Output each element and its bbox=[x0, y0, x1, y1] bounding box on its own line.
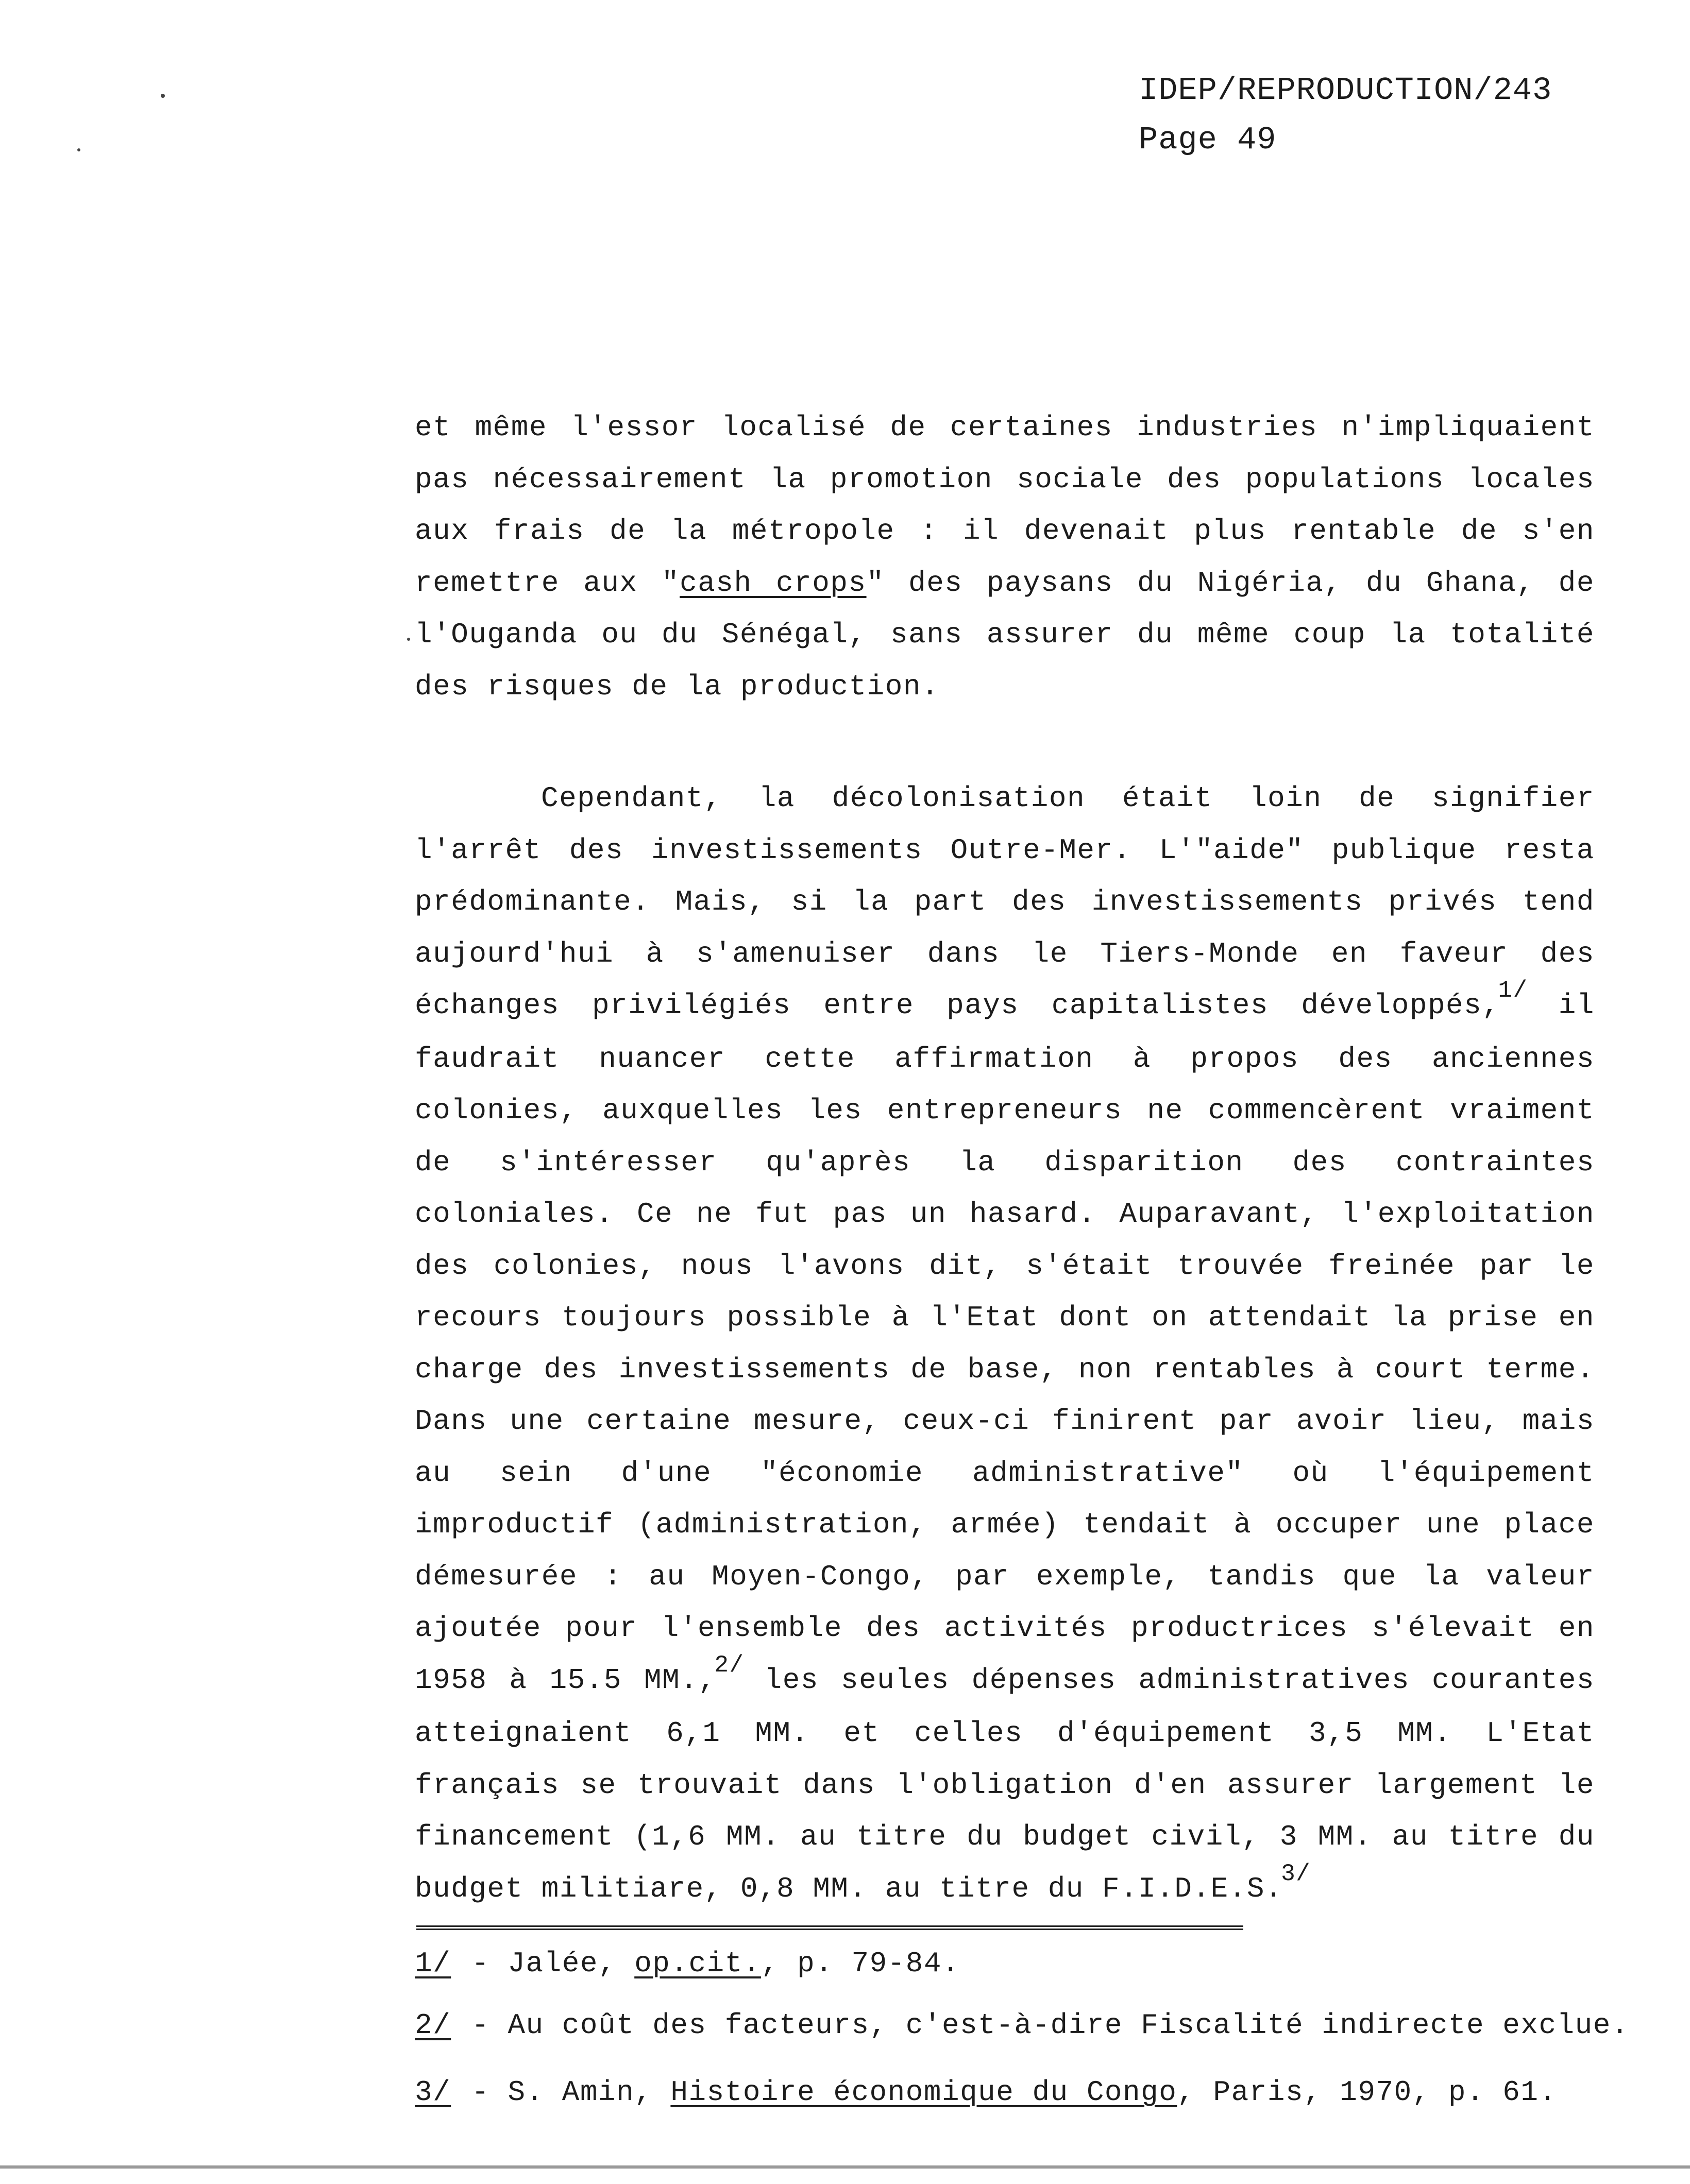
paragraph-1-text-b: " des paysans du Nigéria, du Ghana, de l'Ouganda ou du Sénégal, sans assurer du même coup la totalité des risques de la production. bbox=[415, 566, 1595, 703]
paragraph-1-text-a: et même l'essor localisé de certaines industries n'impliquaient pas nécessairement la promotion sociale des populations locales aux frais de la métropole : il devenait plus rentable de s'en remettre aux " bbox=[415, 411, 1595, 600]
footnote-2-dash: - bbox=[471, 2009, 508, 2042]
page-header bbox=[1139, 66, 1552, 165]
footnote-1-text-b: , p. 79-84. bbox=[760, 1947, 960, 1980]
footnote-1-underlined: op.cit. bbox=[634, 1947, 761, 1980]
footnote-3 bbox=[415, 2076, 1557, 2109]
footnote-separator bbox=[416, 1925, 1243, 1930]
scan-speck bbox=[77, 148, 80, 151]
page-bottom-edge bbox=[0, 2165, 1690, 2169]
footnote-3-text-a: S. Amin, bbox=[508, 2076, 671, 2109]
footnote-3-dash: - bbox=[471, 2076, 508, 2109]
footnote-2 bbox=[415, 2009, 1629, 2042]
paragraph-2-text-a: Cependant, la décolonisation était loin de signifier l'arrêt des investissements Outre-Mer. L'"aide" publique resta prédominante. Mais, si la part des investissements privés tend aujourd'hui à s'amenuiser dans le Tiers-Monde en faveur des échanges privilégiés entre pays capitalistes développés, bbox=[415, 782, 1595, 1022]
footnote-ref-3: 3/ bbox=[1281, 1860, 1311, 1887]
paragraph-2-text-c: les seules dépenses administratives courantes atteignaient 6,1 MM. et celles d'équipement 3,5 MM. L'Etat français se trouvait dans l'obligation d'en assurer largement le financement (1,6 MM. au titre du budget civil, 3 MM. au titre du budget militiare, 0,8 MM. au titre du F.I.D.E.S. bbox=[415, 1663, 1595, 1905]
footnote-3-underlined: Histoire économique du Congo bbox=[670, 2076, 1177, 2109]
footnote-2-number: 2/ bbox=[415, 2009, 451, 2042]
scan-speck bbox=[407, 638, 410, 641]
cash-crops-underlined: cash crops bbox=[680, 566, 867, 600]
footnote-2-text-a: Au coût des facteurs, c'est-à-dire Fiscalité indirecte exclue. bbox=[508, 2009, 1629, 2042]
footnote-ref-2: 2/ bbox=[714, 1651, 745, 1679]
document-reference: IDEP/REPRODUCTION/243 bbox=[1139, 72, 1552, 109]
footnote-3-text-b: , Paris, 1970, p. 61. bbox=[1177, 2076, 1557, 2109]
footnote-1-number: 1/ bbox=[415, 1947, 451, 1980]
page-number: Page 49 bbox=[1139, 122, 1277, 158]
footnote-ref-1: 1/ bbox=[1498, 977, 1528, 1004]
paragraph-2-text-b: il faudrait nuancer cette affirmation à propos des anciennes colonies, auxquelles les entrepreneurs ne commencèrent vraiment de s'intéresser qu'après la disparition des contraintes coloniales. Ce ne fut pas un hasard. Auparavant, l'exploitation des colonies, nous l'avons dit, s'était trouvée freinée par le recours toujours possible à l'Etat dont on attendait la prise en charge des investissements de base, non rentables à court terme. Dans une certaine mesure, ceux-ci finirent par avoir lieu, mais au sein d'une "économie administrative" où l'équipement improductif (administration, armée) tendait à occuper une place démesurée : au Moyen-Congo, par exemple, tandis que la valeur ajoutée pour l'ensemble des activités productrices s'élevait en 1958 à 15.5 MM., bbox=[415, 989, 1595, 1697]
footnote-1-text-a: Jalée, bbox=[508, 1947, 635, 1980]
footnote-1 bbox=[415, 1947, 960, 1980]
footnote-1-dash: - bbox=[471, 1947, 508, 1980]
paragraph-2 bbox=[415, 773, 1595, 1916]
scan-speck bbox=[161, 94, 165, 98]
paragraph-1 bbox=[415, 402, 1595, 712]
footnote-3-number: 3/ bbox=[415, 2076, 451, 2109]
